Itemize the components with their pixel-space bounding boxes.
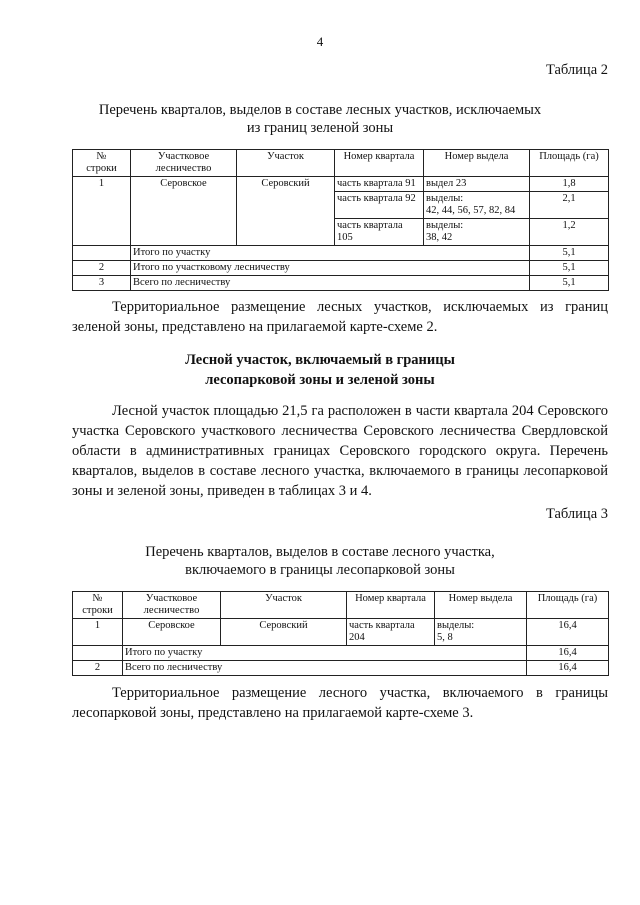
table-row-total-all <box>73 661 609 676</box>
header-area: Площадь (га) <box>527 592 609 619</box>
section-heading-line-2: лесопарковой зоны и зеленой зоны <box>205 372 435 388</box>
header-forestry-line-2: лесничество <box>155 163 212 174</box>
cell-plot: Серовский <box>221 619 347 646</box>
cell-quarter: часть квартала 92 <box>335 192 424 219</box>
cell-total-plot-area: 16,4 <box>527 646 609 661</box>
cell-area: 1,8 <box>530 177 609 192</box>
cell-total-plot-label: Итого по участку <box>123 646 527 661</box>
header-plot: Участок <box>221 592 347 619</box>
table-row-total-forestry <box>73 261 609 276</box>
header-forestry-line-1: Участковое <box>145 593 198 604</box>
header-row-number <box>73 592 123 619</box>
table-2-caption <box>0 101 640 137</box>
page-number: 4 <box>316 34 324 49</box>
header-row-number <box>73 150 131 177</box>
cell-area: 16,4 <box>527 619 609 646</box>
paragraph-2: Лесной участок площадью 21,5 га расположен в части квартала 204 Серовского участка Серовского участкового лесничества Серовского лесничества Свердловской области в административных границах Серовского городского округа. Перечень кварталов, выделов в составе лесного участка, включаемого в границы лесопарковой зоны и зеленой зоны, приведен в таблицах 3 и 4. <box>72 403 608 499</box>
cell-area: 2,1 <box>530 192 609 219</box>
table-3-caption-line-1: Перечень кварталов, выделов в составе лесного участка, <box>145 544 495 560</box>
cell-row-number: 2 <box>73 261 131 276</box>
cell-total-plot-area: 5,1 <box>530 246 609 261</box>
cell-allotment-line-2: 5, 8 <box>437 632 453 643</box>
paragraph-1: Территориальное размещение лесных участков, исключаемых из границ зеленой зоны, представлено на прилагаемой карте-схеме 2. <box>72 299 608 335</box>
cell-row-number: 1 <box>73 619 123 646</box>
header-forestry <box>123 592 221 619</box>
cell-allotment <box>424 219 530 246</box>
table-2-caption-line-1: Перечень кварталов, выделов в составе лесных участков, исключаемых <box>98 102 542 118</box>
header-quarter: Номер квартала <box>335 150 424 177</box>
table-2-header-row <box>73 150 609 177</box>
cell-allotment <box>424 192 530 219</box>
cell-row-number: 2 <box>73 661 123 676</box>
table-3-header-row <box>73 592 609 619</box>
table-3-caption <box>0 543 640 579</box>
table-row-total-plot <box>73 646 609 661</box>
cell-allotment: выдел 23 <box>424 177 530 192</box>
cell-total-forestry-area: 5,1 <box>530 261 609 276</box>
cell-total-all-area: 5,1 <box>530 276 609 291</box>
header-quarter: Номер квартала <box>347 592 435 619</box>
cell-total-all-label: Всего по лесничеству <box>123 661 527 676</box>
cell-empty <box>73 646 123 661</box>
cell-row-number: 3 <box>73 276 131 291</box>
table-3-caption-line-2: включаемого в границы лесопарковой зоны <box>185 562 455 578</box>
header-row-number-line-2: строки <box>86 163 117 174</box>
cell-allotment-line-1: выделы: <box>426 220 464 231</box>
table-2 <box>72 149 609 291</box>
header-row-number-line-1: № <box>96 151 107 162</box>
header-row-number-line-2: строки <box>82 605 113 616</box>
table-2-label: Таблица 2 <box>545 62 608 78</box>
header-allotment: Номер выдела <box>424 150 530 177</box>
table-3-label: Таблица 3 <box>545 506 608 522</box>
table-3 <box>72 591 609 676</box>
header-allotment: Номер выдела <box>435 592 527 619</box>
header-plot: Участок <box>237 150 335 177</box>
table-row <box>73 619 609 646</box>
paragraph-3: Территориальное размещение лесного участка, включаемого в границы лесопарковой зоны, представлено на прилагаемой карте-схеме 3. <box>72 685 608 721</box>
cell-total-plot-label: Итого по участку <box>131 246 530 261</box>
table-row-total-plot <box>73 246 609 261</box>
cell-allotment <box>435 619 527 646</box>
cell-quarter: часть квартала 105 <box>335 219 424 246</box>
cell-total-all-label: Всего по лесничеству <box>131 276 530 291</box>
cell-allotment-line-2: 42, 44, 56, 57, 82, 84 <box>426 205 516 216</box>
section-heading-line-1: Лесной участок, включаемый в границы <box>185 352 455 368</box>
cell-area: 1,2 <box>530 219 609 246</box>
cell-quarter: часть квартала 204 <box>347 619 435 646</box>
header-forestry <box>131 150 237 177</box>
header-row-number-line-1: № <box>92 593 103 604</box>
table-row-total-all <box>73 276 609 291</box>
cell-allotment-line-1: выделы: <box>437 620 475 631</box>
cell-plot: Серовский <box>237 177 335 246</box>
cell-quarter: часть квартала 91 <box>335 177 424 192</box>
cell-row-number: 1 <box>73 177 131 246</box>
header-forestry-line-2: лесничество <box>143 605 200 616</box>
header-area: Площадь (га) <box>530 150 609 177</box>
cell-total-forestry-label: Итого по участковому лесничеству <box>131 261 530 276</box>
cell-forestry: Серовское <box>131 177 237 246</box>
cell-forestry: Серовское <box>123 619 221 646</box>
cell-total-all-area: 16,4 <box>527 661 609 676</box>
cell-allotment-line-1: выделы: <box>426 193 464 204</box>
section-heading <box>0 350 640 390</box>
table-row <box>73 177 609 192</box>
cell-allotment-line-2: 38, 42 <box>426 232 453 243</box>
table-2-caption-line-2: из границ зеленой зоны <box>246 120 394 136</box>
header-forestry-line-1: Участковое <box>157 151 210 162</box>
cell-empty <box>73 246 131 261</box>
